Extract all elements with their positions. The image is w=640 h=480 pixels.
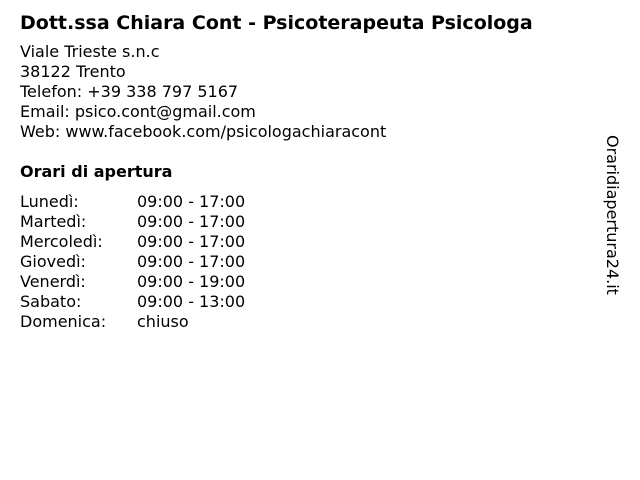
web-line: Web: www.facebook.com/psicologachiaracont xyxy=(20,122,387,141)
hours-row-sunday xyxy=(20,312,600,332)
day-label: Giovedì: xyxy=(20,252,86,271)
day-label: Lunedì: xyxy=(20,192,79,211)
time-value: 09:00 - 17:00 xyxy=(137,192,246,211)
opening-hours-heading: Orari di apertura xyxy=(20,162,173,181)
city-postal: 38122 Trento xyxy=(20,62,126,81)
day-label: Venerdì: xyxy=(20,272,86,291)
hours-row-thursday xyxy=(20,252,600,272)
hours-row-monday xyxy=(20,192,600,212)
site-watermark: Oraridiapertura24.it xyxy=(603,135,622,295)
time-value: 09:00 - 17:00 xyxy=(137,252,246,271)
business-card xyxy=(20,10,600,332)
hours-row-saturday xyxy=(20,292,600,312)
day-label: Martedì: xyxy=(20,212,87,231)
day-label: Domenica: xyxy=(20,312,107,331)
email-line: Email: psico.cont@gmail.com xyxy=(20,102,256,121)
time-value: 09:00 - 17:00 xyxy=(137,212,246,231)
day-label: Mercoledì: xyxy=(20,232,103,251)
time-value: 09:00 - 17:00 xyxy=(137,232,246,251)
hours-row-wednesday xyxy=(20,232,600,252)
hours-row-tuesday xyxy=(20,212,600,232)
time-value: chiuso xyxy=(137,312,189,331)
time-value: 09:00 - 19:00 xyxy=(137,272,246,291)
street-address: Viale Trieste s.n.c xyxy=(20,42,160,61)
business-name: Dott.ssa Chiara Cont - Psicoterapeuta Psicologa xyxy=(20,12,533,34)
hours-row-friday xyxy=(20,272,600,292)
time-value: 09:00 - 13:00 xyxy=(137,292,246,311)
opening-hours-table xyxy=(20,192,600,332)
day-label: Sabato: xyxy=(20,292,82,311)
phone-line: Telefon: +39 338 797 5167 xyxy=(20,82,239,101)
